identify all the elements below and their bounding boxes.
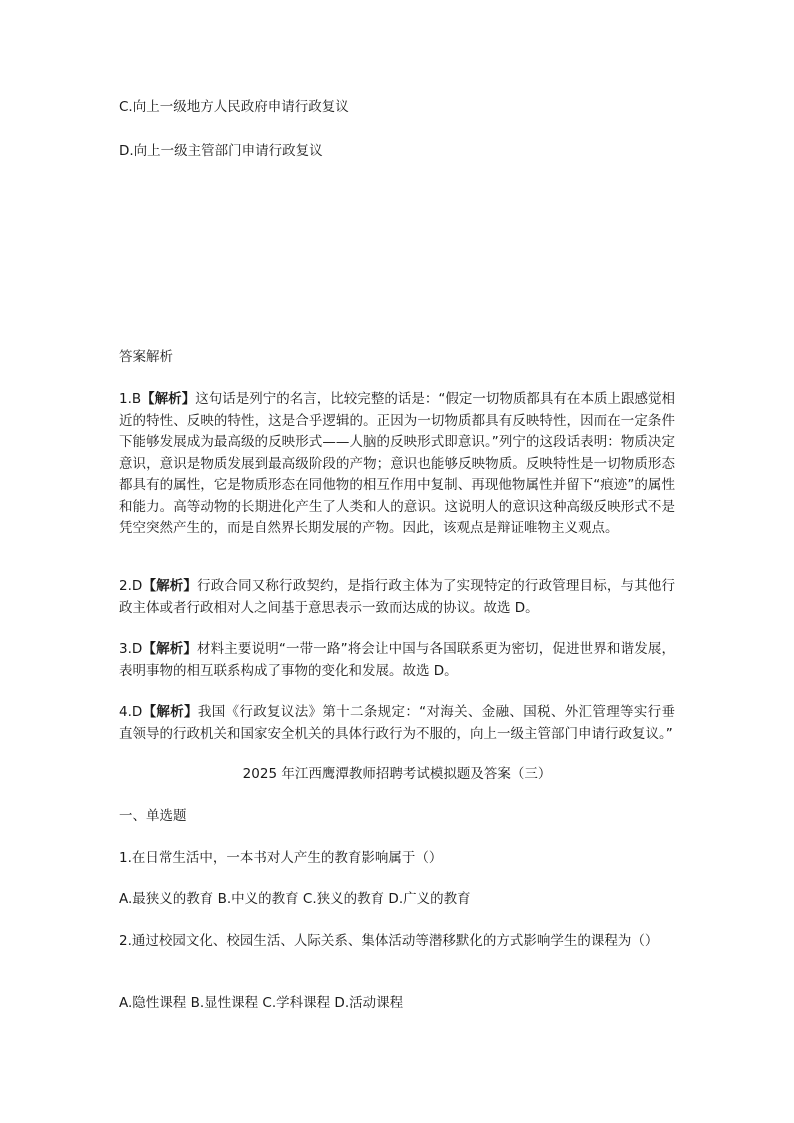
answer-number: 3.D	[119, 641, 143, 657]
question-1-stem: 1.在日常生活中，一本书对人产生的教育影响属于（）	[119, 850, 443, 866]
option-c-text: C.向上一级地方人民政府申请行政复议	[119, 99, 349, 115]
answer-1	[119, 389, 675, 540]
question-1-options: A.最狭义的教育 B.中义的教育 C.狭义的教育 D.广义的教育	[119, 891, 471, 907]
answer-number: 2.D	[119, 578, 143, 594]
analysis-tag: 【解析】	[142, 641, 197, 657]
answer-text: 这句话是列宁的名言，比较完整的话是：“假定一切物质都具有在本质上跟感觉相近的特性、反映的特性，这是合乎逻辑的。正因为一切物质都具有反映特性，因而在一定条件下能够发展成为最高级的反映形式——人脑的反映形式即意识。”列宁的这段话表明：物质决定意识，意识是物质发展到最高级阶段的产物；意识也能够反映物质。反映特性是一切物质形态都具有的属性，它是物质形态在同他物的相互作用中复制、再现他物属性并留下“痕迹”的属性和能力。高等动物的长期进化产生了人类和人的意识。这说明人的意识这种高级反映形式不是凭空突然产生的，而是自然界长期发展的产物。因此，该观点是辩证唯物主义观点。	[119, 391, 675, 536]
question-2-options: A.隐性课程 B.显性课程 C.学科课程 D.活动课程	[119, 995, 404, 1011]
answer-text: 我国《行政复议法》第十二条规定：“对海关、金融、国税、外汇管理等实行垂直领导的行政机关和国家安全机关的具体行政行为不服的，向上一级主管部门申请行政复议。”	[119, 704, 676, 742]
question-2-stem: 2.通过校园文化、校园生活、人际关系、集体活动等潜移默化的方式影响学生的课程为（）	[119, 933, 659, 949]
answers-heading: 答案解析	[119, 349, 173, 365]
answer-number: 1.B	[119, 391, 142, 407]
answer-text: 材料主要说明“一带一路”将会让中国与各国联系更为密切，促进世界和谐发展，表明事物的相互联系构成了事物的变化和发展。故选 D。	[119, 641, 675, 679]
analysis-tag: 【解析】	[142, 578, 198, 594]
analysis-tag: 【解析】	[142, 704, 198, 720]
answer-3	[119, 639, 675, 682]
answer-2	[119, 576, 675, 619]
answer-text: 行政合同又称行政契约，是指行政主体为了实现特定的行政管理目标，与其他行政主体或者行政相对人之间基于意思表示一致而达成的协议。故选 D。	[119, 578, 676, 616]
section-heading: 一、单选题	[119, 808, 187, 824]
answer-4	[119, 702, 675, 745]
exam-title: 2025 年江西鹰潭教师招聘考试模拟题及答案（三）	[242, 766, 552, 782]
option-d-text: D.向上一级主管部门申请行政复议	[119, 143, 323, 159]
analysis-tag: 【解析】	[141, 391, 196, 407]
answer-number: 4.D	[119, 704, 143, 720]
